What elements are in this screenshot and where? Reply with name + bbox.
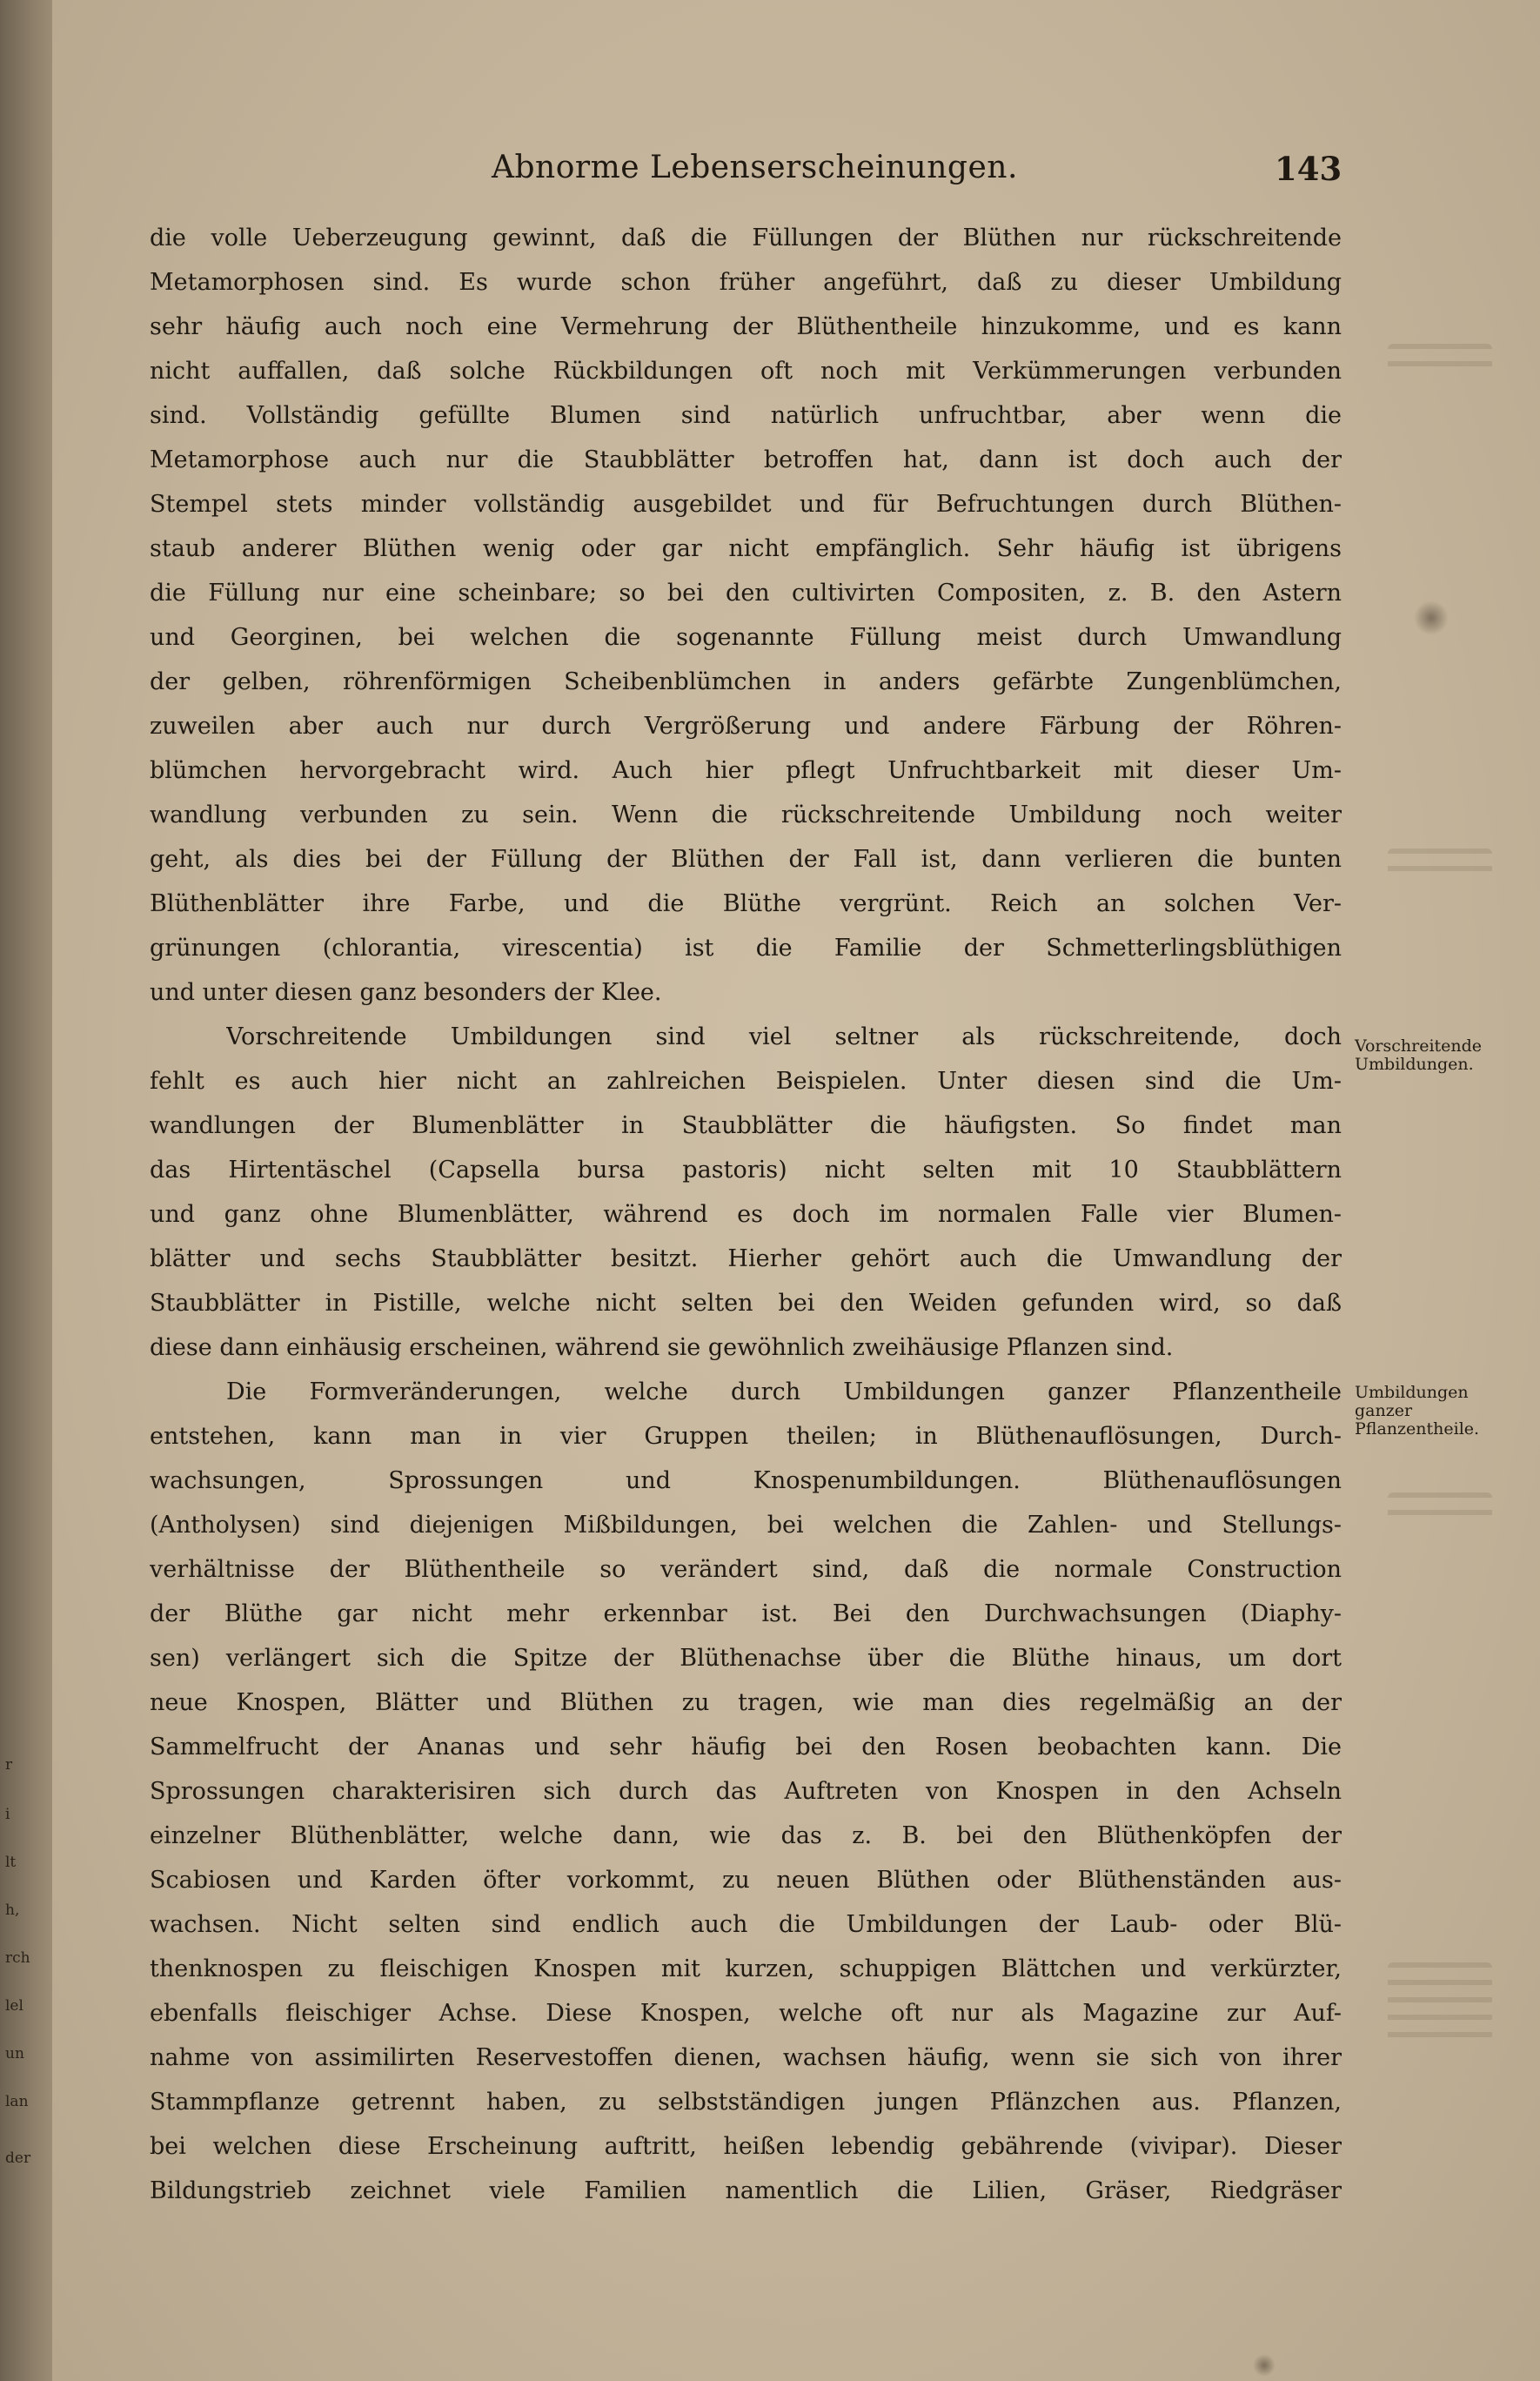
text-line: staub anderer Blüthen wenig oder gar nicht empfänglich. Sehr häufig ist übrigens	[150, 535, 1342, 562]
bleed-through-note	[1388, 848, 1492, 883]
text-line: thenknospen zu fleischigen Knospen mit kurzen, schuppigen Blättchen und verkürzter,	[150, 1955, 1342, 1982]
left-edge-fragment: lan	[5, 2093, 29, 2110]
text-line: sehr häufig auch noch eine Vermehrung der Blüthentheile hinzukomme, und es kann	[150, 313, 1342, 340]
ink-spot	[1414, 600, 1449, 635]
running-header-title: Abnorme Lebenserscheinungen.	[492, 150, 1018, 185]
text-line: ebenfalls fleischiger Achse. Diese Knospen, welche oft nur als Magazine zur Auf-	[150, 2000, 1342, 2027]
left-edge-fragment: i	[5, 1806, 10, 1823]
text-line: Metamorphose auch nur die Staubblätter betroffen hat, dann ist doch auch der	[150, 446, 1342, 473]
text-line: nahme von assimilirten Reservestoffen dienen, wachsen häufig, wenn sie sich von ihrer	[150, 2044, 1342, 2071]
text-line: die volle Ueberzeugung gewinnt, daß die Füllungen der Blüthen nur rückschreitende	[150, 225, 1342, 252]
margin-note-umbildungen: Umbildungen ganzer Pflanzentheile.	[1355, 1383, 1480, 1439]
text-line: entstehen, kann man in vier Gruppen theilen; in Blüthenauflösungen, Durch-	[150, 1423, 1342, 1450]
text-line: zuweilen aber auch nur durch Vergrößerung und andere Färbung der Röhren-	[150, 713, 1342, 740]
text-line: Sammelfrucht der Ananas und sehr häufig bei den Rosen beobachten kann. Die	[150, 1734, 1342, 1761]
left-edge-fragment: un	[5, 2045, 24, 2062]
bleed-through-note	[1388, 344, 1492, 379]
text-line: wandlung verbunden zu sein. Wenn die rückschreitende Umbildung noch weiter	[150, 801, 1342, 828]
text-line: sen) verlängert sich die Spitze der Blüthenachse über die Blüthe hinaus, um dort	[150, 1645, 1342, 1672]
text-line: und Georginen, bei welchen die sogenannte Füllung meist durch Umwandlung	[150, 624, 1342, 651]
left-edge-fragment: der	[5, 2150, 31, 2167]
text-line: blümchen hervorgebracht wird. Auch hier pflegt Unfruchtbarkeit mit dieser Um-	[150, 757, 1342, 784]
text-line: wachsungen, Sprossungen und Knospenumbildungen. Blüthenauflösungen	[150, 1467, 1342, 1494]
text-line: Metamorphosen sind. Es wurde schon früher angeführt, daß zu dieser Umbildung	[150, 269, 1342, 296]
margin-note-vorschreitende: Vorschreitende Umbildungen.	[1355, 1036, 1483, 1074]
text-line: Scabiosen und Karden öfter vorkommt, zu neuen Blüthen oder Blüthenständen aus-	[150, 1867, 1342, 1894]
text-line: Blüthenblätter ihre Farbe, und die Blüthe vergrünt. Reich an solchen Ver-	[150, 890, 1342, 917]
text-line: nicht auffallen, daß solche Rückbildungen oft noch mit Verkümmerungen verbunden	[150, 358, 1342, 385]
text-line: und ganz ohne Blumenblätter, während es doch im normalen Falle vier Blumen-	[150, 1201, 1342, 1228]
text-line: wandlungen der Blumenblätter in Staubblätter die häufigsten. So findet man	[150, 1112, 1342, 1139]
text-line-indented: Die Formveränderungen, welche durch Umbildungen ganzer Pflanzentheile	[226, 1378, 1342, 1405]
text-line: bei welchen diese Erscheinung auftritt, heißen lebendig gebährende (vivipar). Dieser	[150, 2133, 1342, 2160]
text-line: einzelner Blüthenblätter, welche dann, wie das z. B. bei den Blüthenköpfen der	[150, 1822, 1342, 1849]
text-line: Staubblätter in Pistille, welche nicht selten bei den Weiden gefunden wird, so daß	[150, 1290, 1342, 1317]
text-line-indented: Vorschreitende Umbildungen sind viel seltner als rückschreitende, doch	[226, 1023, 1342, 1050]
text-line: und unter diesen ganz besonders der Klee.	[150, 979, 662, 1006]
text-line: Stempel stets minder vollständig ausgebildet und für Befruchtungen durch Blüthen-	[150, 491, 1342, 518]
text-line: geht, als dies bei der Füllung der Blüthen der Fall ist, dann verlieren die bunten	[150, 846, 1342, 873]
page-number: 143	[1275, 150, 1342, 188]
text-line: der Blüthe gar nicht mehr erkennbar ist. Bei den Durchwachsungen (Diaphy-	[150, 1600, 1342, 1627]
text-line: der gelben, röhrenförmigen Scheibenblümchen in anders gefärbte Zungenblümchen,	[150, 668, 1342, 695]
ink-spot	[1253, 2354, 1276, 2377]
bleed-through-note	[1388, 1492, 1492, 1527]
text-line: verhältnisse der Blüthentheile so verändert sind, daß die normale Construction	[150, 1556, 1342, 1583]
text-line: blätter und sechs Staubblätter besitzt. Hierher gehört auch die Umwandlung der	[150, 1245, 1342, 1272]
book-page	[52, 0, 1540, 2381]
text-line: Sprossungen charakterisiren sich durch das Auftreten von Knospen in den Achseln	[150, 1778, 1342, 1805]
bleed-through-note	[1388, 1962, 1492, 2041]
left-edge-fragment: r	[5, 1756, 13, 1774]
text-line: grünungen (chlorantia, virescentia) ist die Familie der Schmetterlingsblüthigen	[150, 935, 1342, 962]
left-edge-fragment: lel	[5, 1997, 23, 2015]
text-line: (Antholysen) sind diejenigen Mißbildungen, bei welchen die Zahlen- und Stellungs-	[150, 1512, 1342, 1539]
text-line: die Füllung nur eine scheinbare; so bei den cultivirten Compositen, z. B. den Astern	[150, 580, 1342, 607]
left-edge-fragment: rch	[5, 1949, 30, 1967]
text-line: sind. Vollständig gefüllte Blumen sind natürlich unfruchtbar, aber wenn die	[150, 402, 1342, 429]
text-line: Stammpflanze getrennt haben, zu selbstständigen jungen Pflänzchen aus. Pflanzen,	[150, 2089, 1342, 2116]
text-line: Bildungstrieb zeichnet viele Familien namentlich die Lilien, Gräser, Riedgräser	[150, 2177, 1342, 2204]
text-line: fehlt es auch hier nicht an zahlreichen Beispielen. Unter diesen sind die Um-	[150, 1068, 1342, 1095]
text-line: das Hirtentäschel (Capsella bursa pastoris) nicht selten mit 10 Staubblättern	[150, 1157, 1342, 1184]
text-line: diese dann einhäusig erscheinen, während sie gewöhnlich zweihäusige Pflanzen sind.	[150, 1334, 1174, 1361]
text-line: neue Knospen, Blätter und Blüthen zu tragen, wie man dies regelmäßig an der	[150, 1689, 1342, 1716]
left-edge-fragment: h,	[5, 1901, 20, 1919]
text-line: wachsen. Nicht selten sind endlich auch die Umbildungen der Laub- oder Blü-	[150, 1911, 1342, 1938]
left-edge-fragment: lt	[5, 1854, 17, 1871]
